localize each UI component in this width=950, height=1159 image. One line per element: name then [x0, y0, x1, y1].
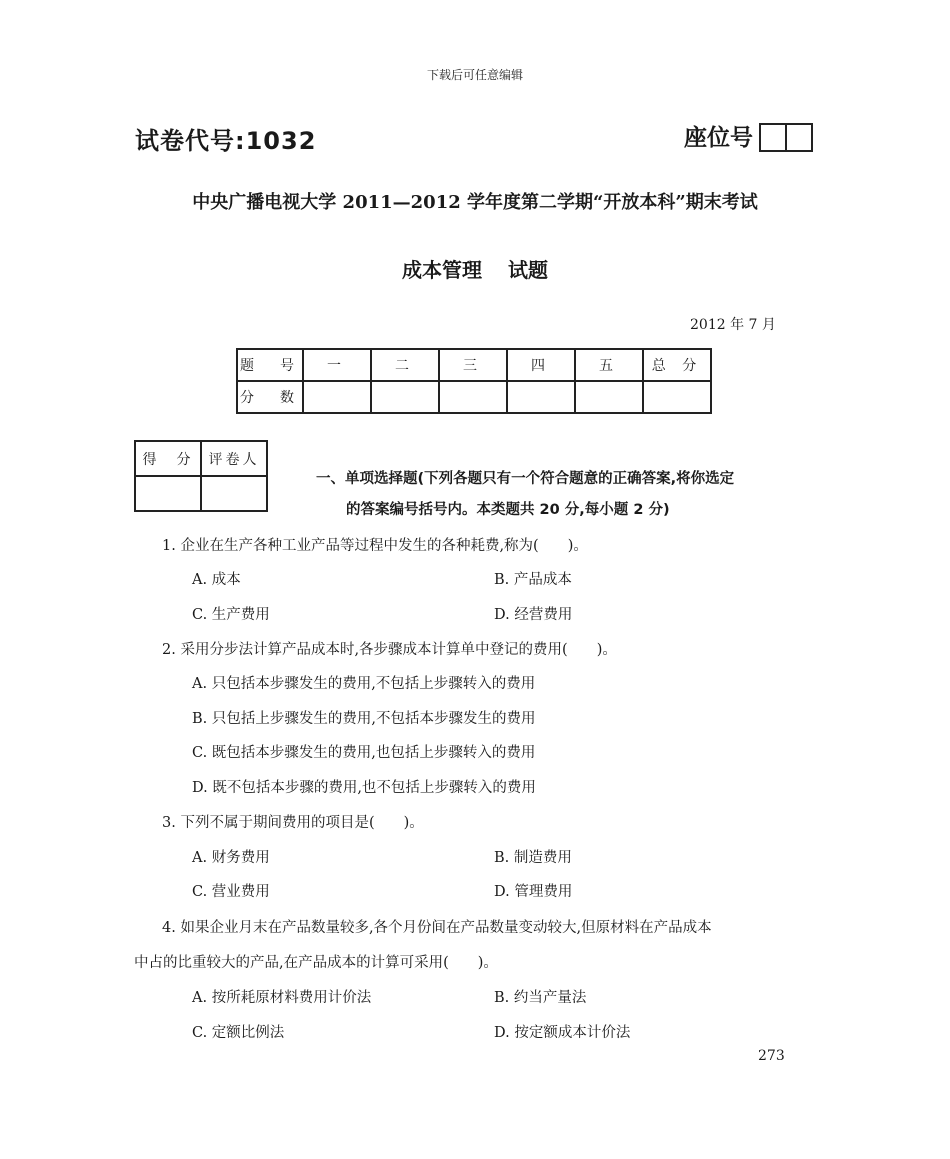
score-cell: [135, 476, 201, 511]
question-2: 2. 采用分步法计算产品成本时,各步骤成本计算单中登记的费用( )。: [162, 642, 617, 658]
score-header-cell: 题 号: [237, 349, 303, 381]
page-number: 273: [758, 1048, 785, 1064]
seat-number-label: 座位号: [684, 125, 753, 151]
seat-number-boxes: [759, 123, 813, 152]
subject-suffix: 试题: [508, 258, 548, 282]
question-1-option-a: A. 成本: [192, 572, 241, 588]
exam-title: 中央广播电视大学 2011—2012 学年度第二学期“开放本科”期末考试: [192, 192, 758, 213]
download-note: 下载后可任意编辑: [426, 68, 523, 82]
score-row-label: 分 数: [237, 381, 303, 413]
score-header-cell: 四: [507, 349, 575, 381]
score-cell: [371, 381, 439, 413]
subject-title: [0, 254, 950, 283]
score-cell: [507, 381, 575, 413]
score-cell: [303, 381, 371, 413]
score-cell: [575, 381, 643, 413]
grader-table-header-row: [135, 441, 267, 476]
seat-box: [759, 123, 787, 152]
question-1-option-b: B. 产品成本: [494, 572, 572, 588]
question-1: 1. 企业在生产各种工业产品等过程中发生的各种耗费,称为( )。: [162, 538, 588, 554]
section-1-heading: 一、单项选择题(下列各题只有一个符合题意的正确答案,将你选定: [316, 471, 735, 487]
score-header-cell: 五: [575, 349, 643, 381]
question-4-option-c: C. 定额比例法: [192, 1025, 285, 1041]
score-header-cell: 总 分: [643, 349, 711, 381]
question-1-option-d: D. 经营费用: [494, 607, 573, 623]
score-table: [236, 348, 712, 414]
exam-date: 2012 年 7 月: [690, 317, 776, 333]
seat-box: [785, 123, 813, 152]
question-4: 4. 如果企业月末在产品数量较多,各个月份间在产品数量变动较大,但原材料在产品成本: [162, 920, 712, 936]
question-3-option-a: A. 财务费用: [192, 850, 270, 866]
score-cell: [643, 381, 711, 413]
question-1-option-c: C. 生产费用: [192, 607, 270, 623]
section-1-heading-cont: 的答案编号括号内。本类题共 20 分,每小题 2 分): [346, 502, 670, 518]
grader-table: [134, 440, 268, 512]
score-header-cell: 二: [371, 349, 439, 381]
score-header-cell: 一: [303, 349, 371, 381]
paper-code: 试卷代号:1032: [135, 127, 317, 155]
grader-label: 评卷人: [201, 441, 267, 476]
score-table-score-row: [237, 381, 711, 413]
question-3-option-c: C. 营业费用: [192, 884, 270, 900]
grader-table-body-row: [135, 476, 267, 511]
question-4-option-a: A. 按所耗原材料费用计价法: [192, 990, 372, 1006]
grader-cell: [201, 476, 267, 511]
question-3: 3. 下列不属于期间费用的项目是( )。: [162, 815, 424, 831]
question-4-option-b: B. 约当产量法: [494, 990, 587, 1006]
question-3-option-b: B. 制造费用: [494, 850, 572, 866]
score-header-cell: 三: [439, 349, 507, 381]
question-4-option-d: D. 按定额成本计价法: [494, 1025, 631, 1041]
score-cell: [439, 381, 507, 413]
score-label: 得 分: [135, 441, 201, 476]
subject-name: 成本管理: [402, 258, 482, 282]
question-2-option-c: C. 既包括本步骤发生的费用,也包括上步骤转入的费用: [192, 745, 536, 761]
question-3-option-d: D. 管理费用: [494, 884, 573, 900]
question-4-cont: 中占的比重较大的产品,在产品成本的计算可采用( )。: [134, 955, 498, 971]
question-2-option-b: B. 只包括上步骤发生的费用,不包括本步骤发生的费用: [192, 711, 536, 727]
score-table-header-row: [237, 349, 711, 381]
question-2-option-a: A. 只包括本步骤发生的费用,不包括上步骤转入的费用: [192, 676, 536, 692]
question-2-option-d: D. 既不包括本步骤的费用,也不包括上步骤转入的费用: [192, 780, 536, 796]
